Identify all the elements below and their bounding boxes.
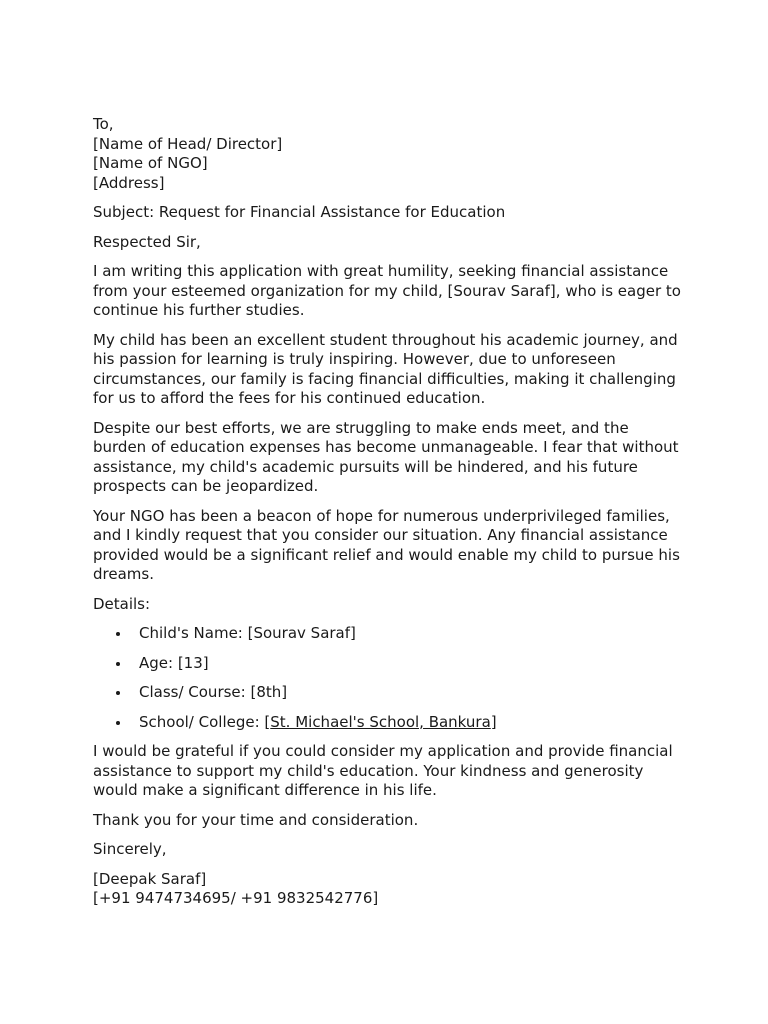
details-list	[93, 624, 683, 732]
details-item-age: Age: [13]	[139, 654, 683, 674]
address-ngo: [Name of NGO]	[93, 154, 208, 172]
body-paragraph-1: I am writing this application with great humility, seeking financial assistance from your esteemed organization for my child, [Sourav Saraf], who is eager to continue his further studies.	[93, 262, 681, 319]
details-item-class: Class/ Course: [8th]	[139, 683, 683, 703]
signature-phone: [+91 9474734695/ +91 9832542776]	[93, 889, 379, 907]
details-heading: Details:	[93, 594, 151, 613]
salutation: Respected Sir,	[93, 232, 201, 251]
address-to: To,	[93, 115, 114, 133]
body-paragraph-2: My child has been an excellent student throughout his academic journey, and his passion for learning is truly inspiring. However, due to unforeseen circumstances, our family is facing financial difficulties, making it challenging for us to afford the fees for his continued education.	[93, 330, 678, 407]
body-paragraph-4: Your NGO has been a beacon of hope for numerous underprivileged families, and I kindly request that you consider our situation. Any financial assistance provided would be a significant relief and would enable my child to pursue his dreams.	[93, 506, 680, 583]
recipient-address	[93, 115, 683, 193]
address-street: [Address]	[93, 173, 165, 192]
address-head: [Name of Head/ Director]	[93, 134, 283, 153]
subject-line: Subject: Request for Financial Assistance for Education	[93, 203, 506, 221]
closing-paragraph-2: Thank you for your time and consideration.	[93, 810, 419, 829]
signoff: Sincerely,	[93, 840, 167, 858]
details-item-school	[139, 713, 683, 733]
signature-name: [Deepak Saraf]	[93, 869, 207, 888]
signature-block	[93, 870, 683, 909]
school-prefix: School/ College: [	[139, 712, 271, 731]
closing-paragraph-1: I would be grateful if you could consider my application and provide financial assistance to support my child's education. Your kindness and generosity would make a significant difference in his life.	[93, 742, 673, 799]
letter-page	[93, 115, 683, 919]
school-suffix: ]	[490, 712, 497, 731]
details-item-child-name: Child's Name: [Sourav Saraf]	[139, 624, 683, 644]
body-paragraph-3: Despite our best efforts, we are struggling to make ends meet, and the burden of education expenses has become unmanageable. I fear that without assistance, my child's academic pursuits will be hindered, and his future prospects can be jeopardized.	[93, 418, 679, 495]
school-link[interactable]: St. Michael's School, Bankura	[270, 712, 491, 731]
